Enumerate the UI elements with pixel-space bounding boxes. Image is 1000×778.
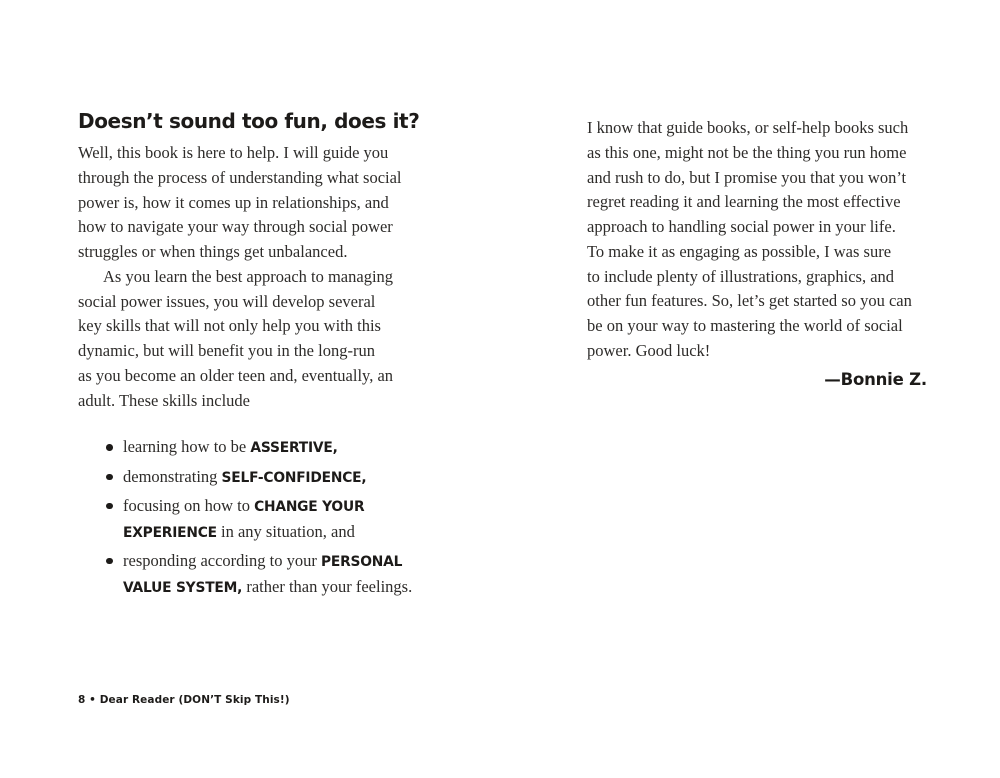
skills-list: [123, 435, 441, 600]
body-paragraph-1: [78, 141, 478, 265]
text-line: how to navigate your way through social power: [78, 217, 393, 237]
text-line: to include plenty of illustrations, graphics, and: [587, 266, 895, 286]
list-item-text: demonstrating: [123, 466, 222, 486]
text-line: power is, how it comes up in relationships, and: [78, 192, 389, 212]
list-item-emphasis: ASSERTIVE,: [250, 440, 338, 457]
text-line: I know that guide books, or self-help books such: [587, 118, 909, 137]
author-signature: —Bonnie Z.: [824, 369, 927, 389]
list-item: [123, 494, 441, 546]
text-line: and rush to do, but I promise you that you won’t: [587, 167, 907, 187]
list-item: [123, 465, 441, 491]
body-paragraph-3: [587, 116, 927, 364]
list-item-text: learning how to be: [123, 437, 251, 457]
list-item: [123, 435, 441, 461]
bullet-icon: [106, 444, 113, 451]
list-item-emphasis: PERSONAL VALUE SYSTEM,: [123, 553, 403, 596]
bullet-icon: [106, 474, 113, 481]
body-paragraph-2: [78, 265, 478, 414]
text-line: Well, this book is here to help. I will guide you: [78, 143, 389, 162]
text-line: adult. These skills include: [78, 390, 251, 410]
section-heading: Doesn’t sound too fun, does it?: [78, 109, 420, 133]
left-page: [78, 108, 478, 604]
bullet-icon: [106, 558, 113, 565]
text-line: power. Good luck!: [587, 340, 711, 360]
list-item-text: responding according to your: [123, 550, 321, 570]
list-item: [123, 549, 441, 601]
text-line: other fun features. So, let’s get started so you can: [587, 291, 912, 311]
text-line: As you learn the best approach to managing: [103, 266, 394, 286]
text-line: To make it as engaging as possible, I was sure: [587, 241, 892, 261]
bullet-icon: [106, 503, 113, 510]
text-line: social power issues, you will develop several: [78, 291, 376, 311]
list-item-emphasis: CHANGE YOUR EXPERIENCE: [123, 498, 365, 541]
text-line: as this one, might not be the thing you run home: [587, 142, 907, 162]
text-line: approach to handling social power in your life.: [587, 217, 896, 236]
right-page: [587, 116, 927, 392]
list-item-text: focusing on how to: [123, 495, 255, 515]
text-line: as you become an older teen and, eventually, an: [78, 365, 394, 385]
page-footer-left: 8 • Dear Reader (DON’T Skip This!): [78, 694, 290, 706]
text-line: dynamic, but will benefit you in the long-run: [78, 341, 375, 360]
text-line: regret reading it and learning the most effective: [587, 192, 901, 212]
text-line: through the process of understanding what social: [78, 167, 402, 187]
text-line: be on your way to mastering the world of social: [587, 316, 903, 335]
list-item-text: in any situation, and: [216, 521, 355, 541]
list-item-text: rather than your feelings.: [242, 576, 413, 596]
list-item-emphasis: SELF-CONFIDENCE,: [221, 469, 367, 486]
text-line: struggles or when things get unbalanced.: [78, 242, 348, 261]
text-line: key skills that will not only help you with this: [78, 316, 381, 336]
